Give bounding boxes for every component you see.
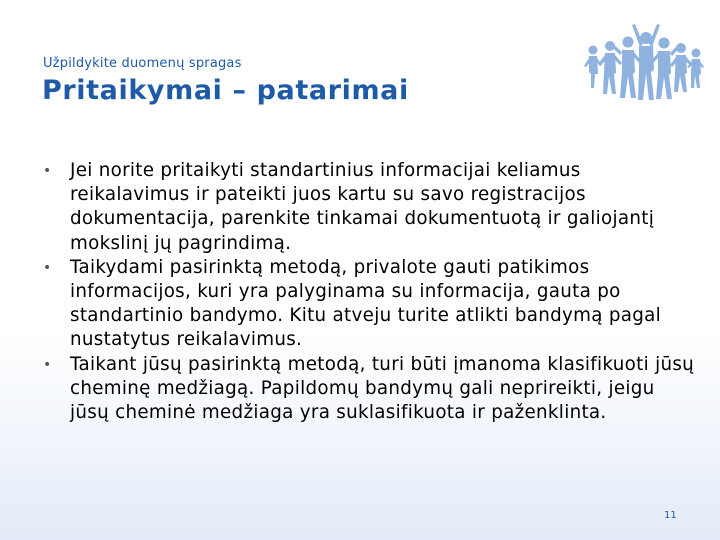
- bullet-list: [40, 159, 695, 425]
- bullet-text: Taikydami pasirinktą metodą, privalote gauti patikimos informacijos, kuri yra palyginama su informacija, gauta po standartinio bandymo. Kitu atveju turite atlikti bandymą pagal nustatytus reikalavimus.: [70, 256, 662, 351]
- bullet-dot: •: [43, 356, 52, 373]
- slide-subtitle: Užpildykite duomenų spragas: [43, 56, 242, 71]
- page-number: 11: [664, 510, 677, 521]
- bullet-dot: •: [43, 259, 52, 276]
- list-item: [40, 256, 695, 353]
- list-item: [40, 353, 695, 426]
- slide-title: Pritaikymai – patarimai: [42, 75, 409, 106]
- runners-icon: [583, 14, 705, 110]
- bullet-text: Jei norite pritaikyti standartinius informacijai keliamus reikalavimus ir pateikti juos kartu su savo registracijos dokumentacija, parenkite tinkamai dokumentuotą ir galiojantį mokslinį jų pagrindimą.: [70, 160, 655, 254]
- bullet-dot: •: [43, 163, 52, 179]
- bullet-text: Taikant jūsų pasirinktą metodą, turi būti įmanoma klasifikuoti jūsų cheminę medžiagą. Papildomų bandymų gali neprireikti, jeigu jūsų cheminė medžiaga yra suklasifikuota ir paženklinta.: [70, 353, 695, 424]
- list-item: [40, 159, 695, 256]
